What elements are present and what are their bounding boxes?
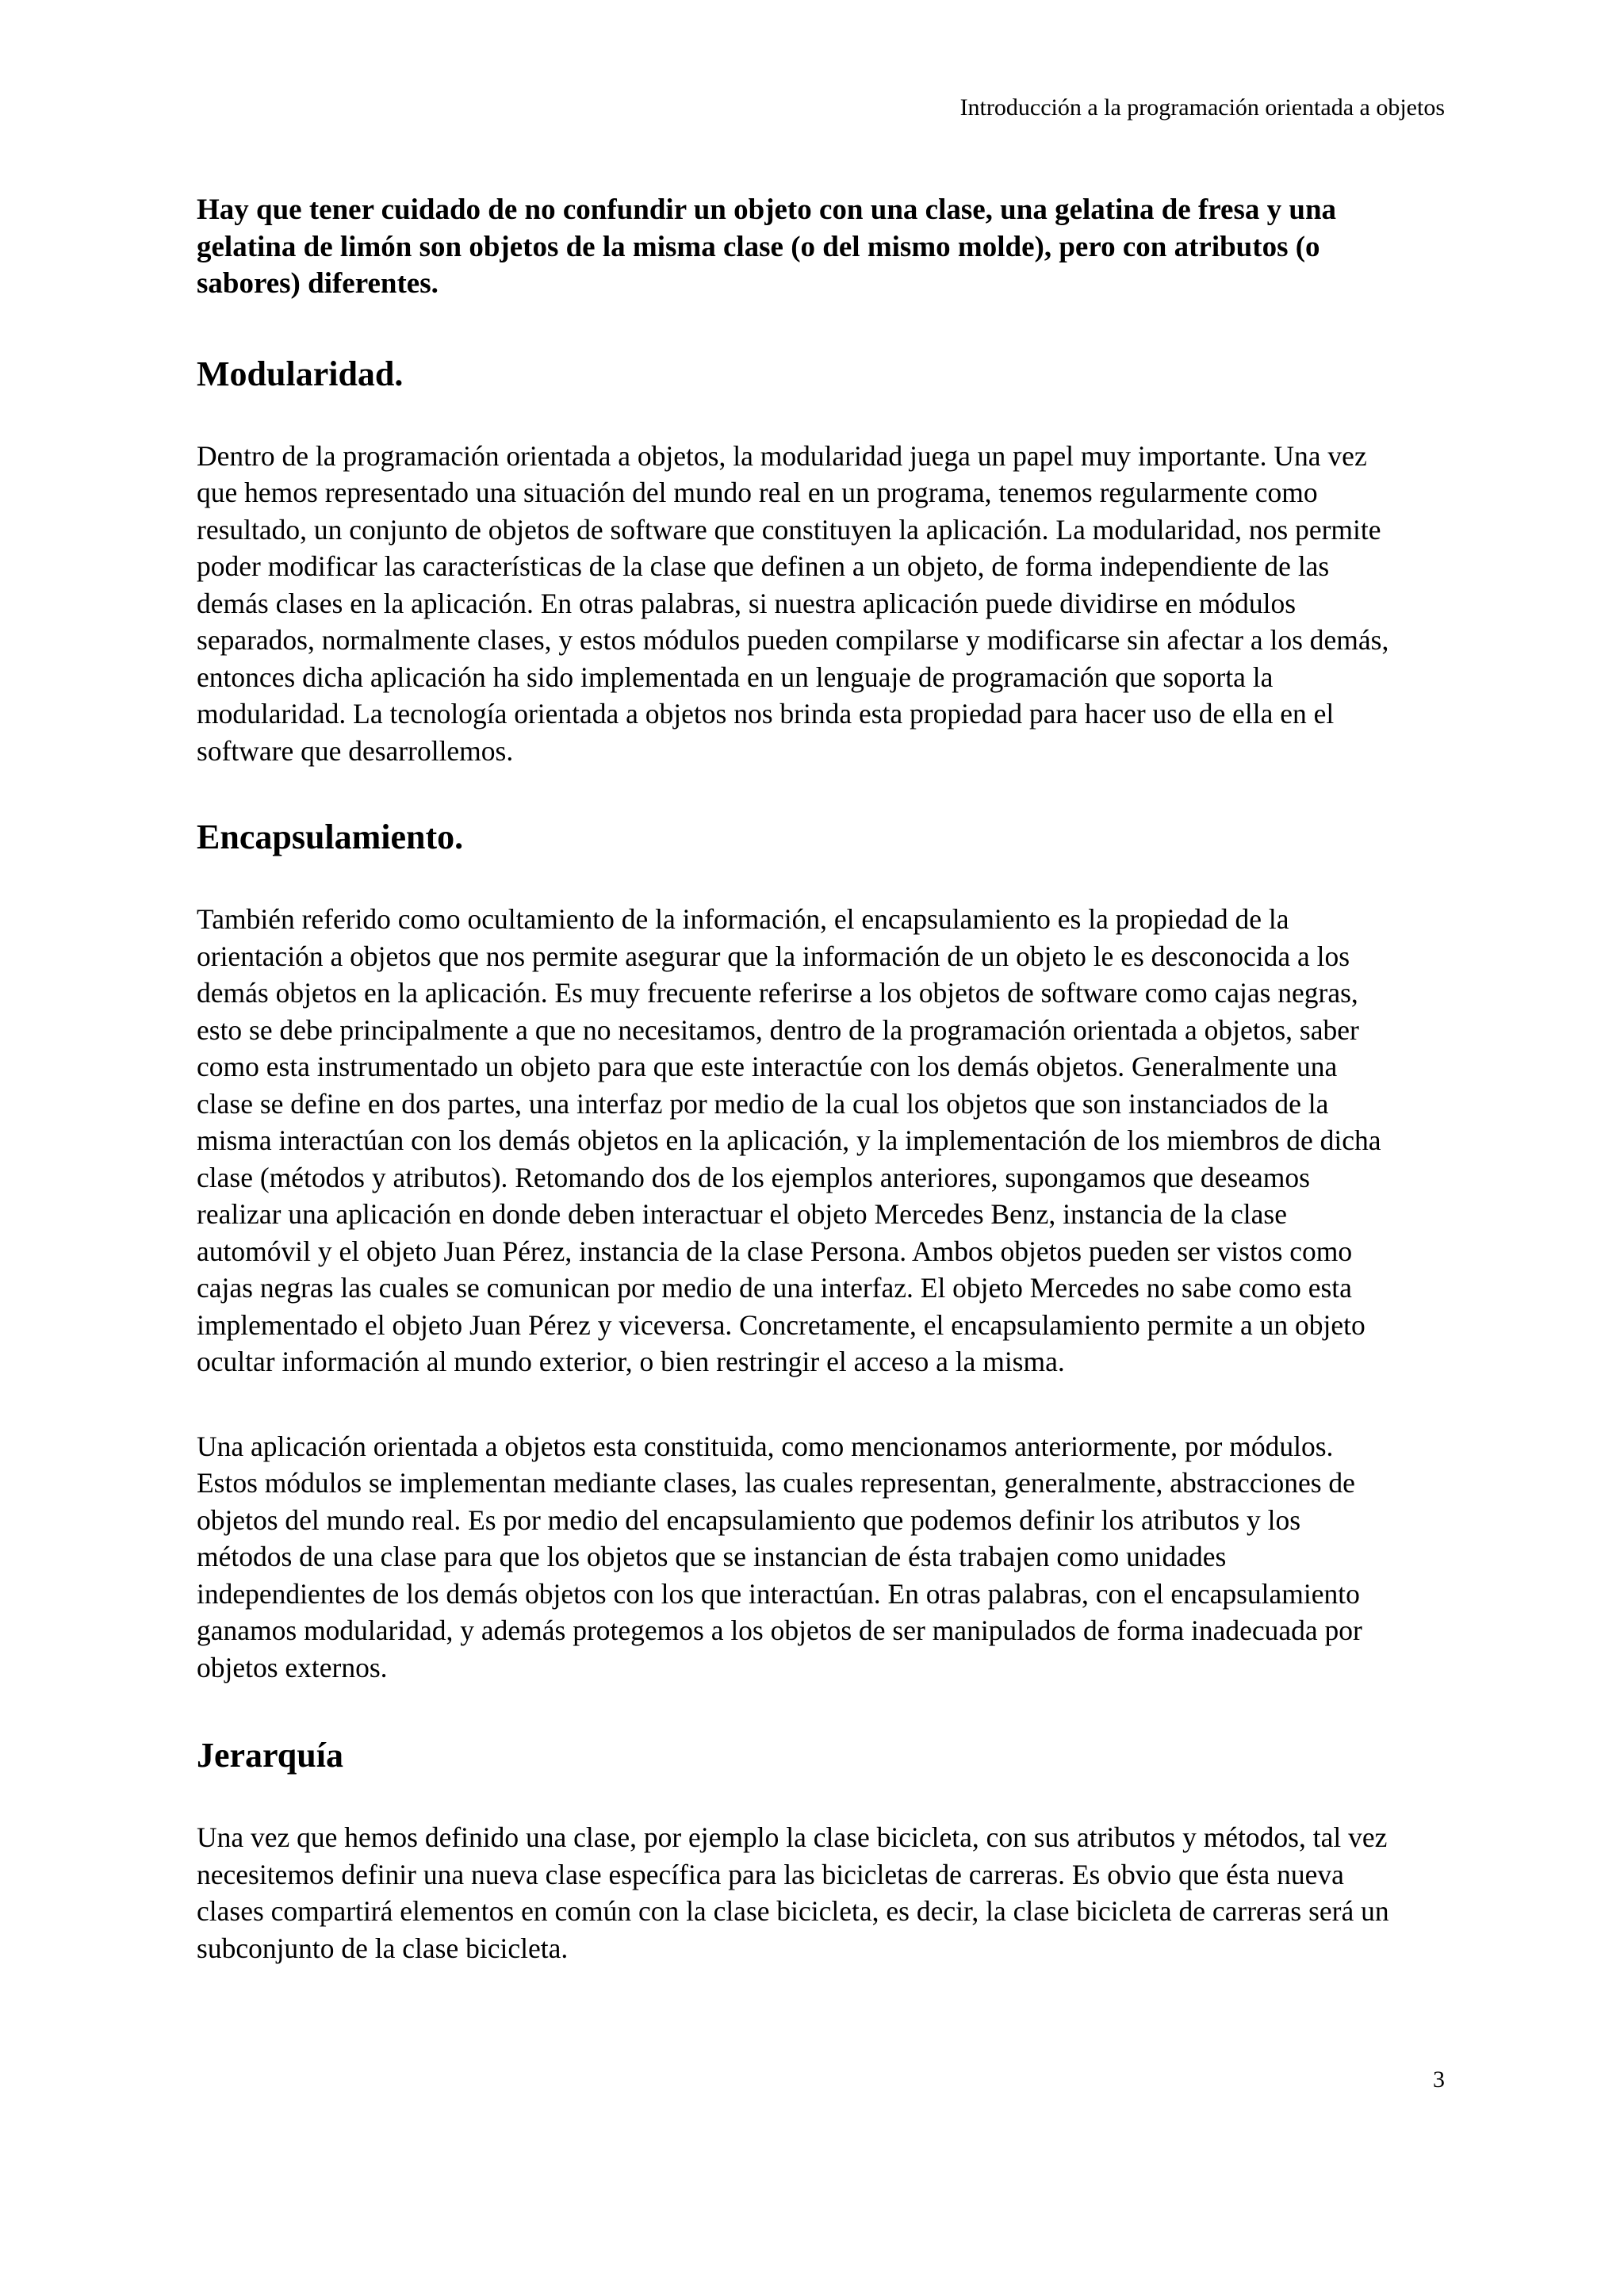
document-body <box>197 192 1396 2014</box>
section-heading-jerarquia: Jerarquía <box>197 1736 343 1775</box>
paragraph-modularidad: Dentro de la programación orientada a objetos, la modularidad juega un papel muy importante. Una vez que hemos representado una situación del mundo real en un programa, tenemos regularmente como resultado, un conjunto de objetos de software que constituyen la aplicación. La modularidad, nos permite poder modificar las características de la clase que definen a un objeto, de forma independiente de las demás clases en la aplicación. En otras palabras, si nuestra aplicación puede dividirse en módulos separados, normalmente clases, y estos módulos pueden compilarse y modificarse sin afectar a los demás, entonces dicha aplicación ha sido implementada en un lenguaje de programación que soporta la modularidad. La tecnología orientada a objetos nos brinda esta propiedad para hacer uso de ella en el software que desarrollemos. <box>197 439 1389 767</box>
section-heading-encapsulamiento: Encapsulamiento. <box>197 818 464 856</box>
lead-paragraph: Hay que tener cuidado de no confundir un objeto con una clase, una gelatina de fresa y una gelatina de limón son objetos de la misma clase (o del mismo molde), pero con atributos (o sabores) diferentes. <box>197 193 1337 300</box>
paragraph-jerarquia: Una vez que hemos definido una clase, por ejemplo la clase bicicleta, con sus atributos y métodos, tal vez necesitemos definir una nueva clase específica para las bicicletas de carreras. Es obvio que ésta nueva clases compartirá elementos en común con la clase bicicleta, es decir, la clase bicicleta de carreras será un subconjunto de la clase bicicleta. <box>197 1821 1389 1964</box>
page-number: 3 <box>1433 2066 1445 2093</box>
running-header: Introducción a la programación orientada a objetos <box>959 94 1445 121</box>
paragraph-encapsulamiento-2: Una aplicación orientada a objetos esta constituida, como mencionamos anteriormente, por módulos. Estos módulos se implementan mediante clases, las cuales representan, generalmente, abstracciones de objetos del mundo real. Es por medio del encapsulamiento que podemos definir los atributos y los métodos de una clase para que los objetos que se instancian de ésta trabajen como unidades independientes de los demás objetos con los que interactúan. En otras palabras, con el encapsulamiento ganamos modularidad, y además protegemos a los objetos de ser manipulados de forma inadecuada por objetos externos. <box>197 1430 1362 1683</box>
section-heading-modularidad: Modularidad. <box>197 354 404 393</box>
paragraph-encapsulamiento-1: También referido como ocultamiento de la información, el encapsulamiento es la propiedad de la orientación a objetos que nos permite asegurar que la información de un objeto le es desconocida a los demás objetos en la aplicación. Es muy frecuente referirse a los objetos de software como cajas negras, esto se debe principalmente a que no necesitamos, dentro de la programación orientada a objetos, saber como esta instrumentado un objeto para que este interactúe con los demás objetos. Generalmente una clase se define en dos partes, una interfaz por medio de la cual los objetos que son instanciados de la misma interactúan con los demás objetos en la aplicación, y la implementación de los miembros de dicha clase (métodos y atributos). Retomando dos de los ejemplos anteriores, supongamos que deseamos realizar una aplicación en donde deben interactuar el objeto Mercedes Benz, instancia de la clase automóvil y el objeto Juan Pérez, instancia de la clase Persona. Ambos objetos pueden ser vistos como cajas negras las cuales se comunican por medio de una interfaz. El objeto Mercedes no sabe como esta implementado el objeto Juan Pérez y viceversa. Concretamente, el encapsulamiento permite a un objeto ocultar información al mundo exterior, o bien restringir el acceso a la misma. <box>197 903 1381 1377</box>
